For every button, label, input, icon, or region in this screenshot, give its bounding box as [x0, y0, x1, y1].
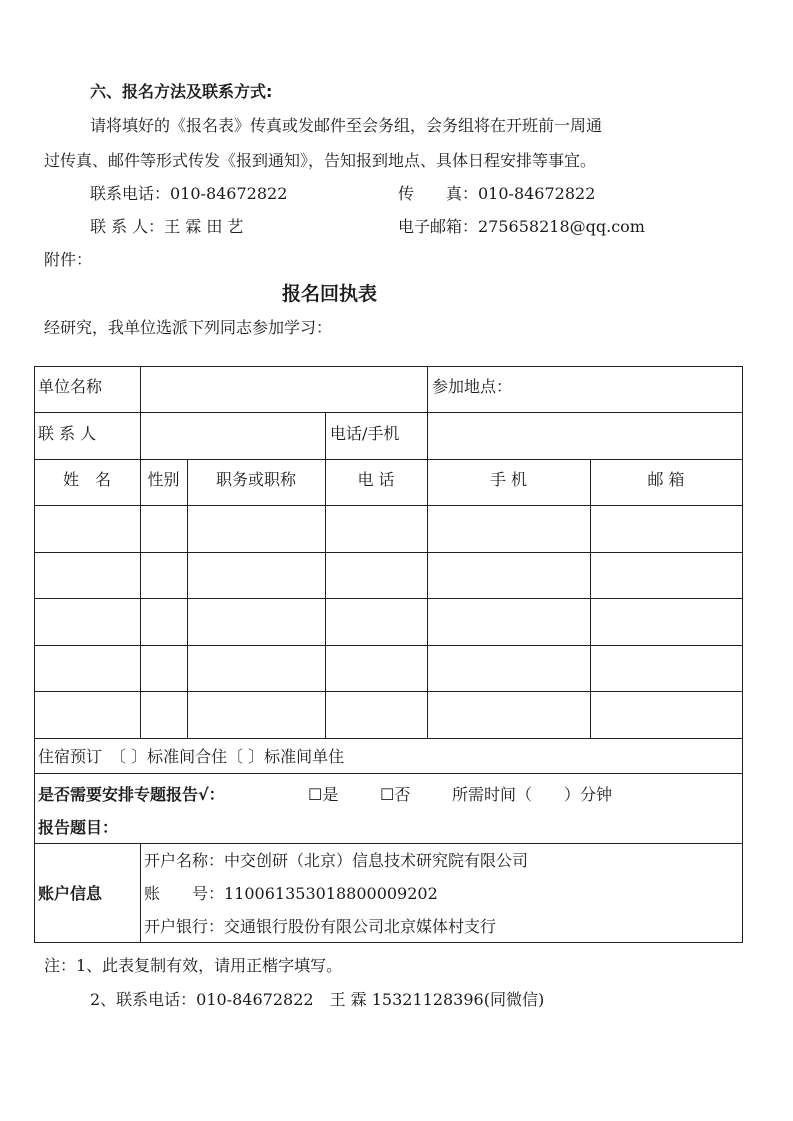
report-duration: 所需时间（ ）分钟: [452, 785, 613, 804]
note-1: 注：1、此表复制有效，请用正楷字填写。: [44, 956, 343, 975]
form-intro: 经研究，我单位选派下列同志参加学习：: [44, 318, 333, 337]
account-info-label: 账户信息: [38, 884, 103, 903]
instruction-line-2: 过传真、邮件等形式传发《报到通知》，告知报到地点、具体日程安排等事宜。: [44, 151, 597, 170]
report-topic-label: 报告题目：: [38, 818, 119, 837]
form-title: 报名回执表: [282, 283, 378, 305]
lodging-options: 住宿预订 〔 〕标准间合住〔 〕标准间单住: [38, 747, 345, 766]
phone-mobile-label: 电话/手机: [330, 424, 400, 443]
header-gender: 性别: [147, 470, 180, 489]
report-no-option: ☐否: [380, 785, 411, 804]
contact-fax: 传 真：010-84672822: [398, 184, 596, 203]
contact-phone: 联系电话：010-84672822: [90, 184, 288, 203]
note-2: 2、联系电话：010-84672822 王 霖 15321128396(同微信): [90, 990, 545, 1009]
report-yes-option: ☐是: [308, 785, 339, 804]
report-question: 是否需要安排专题报告√：: [38, 785, 225, 804]
contact-person-label: 联 系 人: [38, 424, 97, 443]
header-phone: 电 话: [357, 470, 395, 489]
header-mobile: 手 机: [489, 470, 528, 489]
contact-email: 电子邮箱：275658218@qq.com: [398, 217, 645, 236]
account-number: 账 号：11006135301880000920​2: [144, 884, 438, 903]
location-label: 参加地点：: [432, 377, 513, 396]
section-heading: 六、报名方法及联系方式:: [90, 82, 273, 101]
instruction-line-1: 请将填好的《报名表》传真或发邮件至会务组，会务组将在开班前一周通: [90, 116, 603, 135]
attachment-label: 附件：: [44, 250, 93, 269]
header-email: 邮 箱: [647, 470, 685, 489]
header-name: 姓 名: [62, 470, 111, 489]
unit-name-label: 单位名称: [38, 377, 103, 396]
contact-person: 联 系 人：王 霖 田 艺: [90, 217, 244, 236]
header-title: 职务或职称: [215, 470, 296, 489]
account-bank: 开户银行：交通银行股份有限公司北京媒体村支行: [144, 917, 497, 936]
account-name: 开户名称：中交创研（北京）信息技术研究院有限公司: [144, 851, 529, 870]
